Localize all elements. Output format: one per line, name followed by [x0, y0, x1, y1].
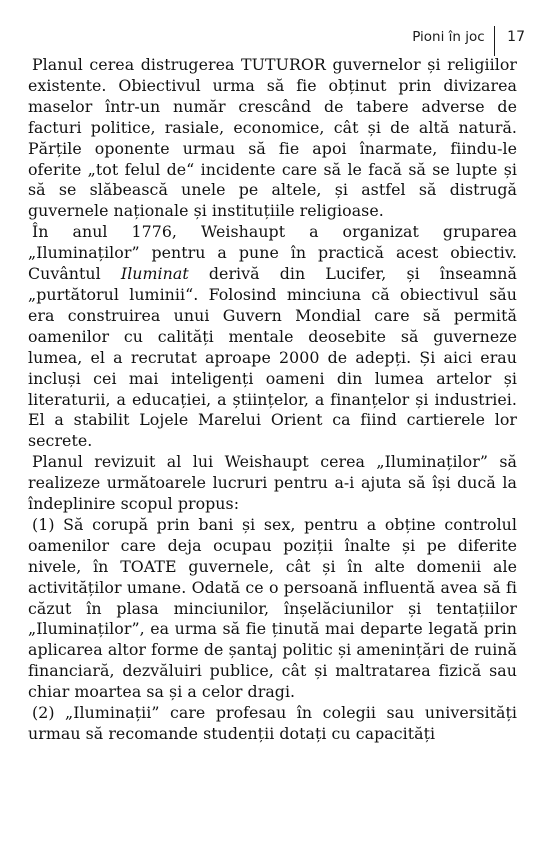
paragraph-2: [28, 222, 517, 452]
italic-term: Iluminat: [120, 264, 189, 284]
paragraph-2-rest: derivă din Lucifer, și înseamnă „purtătorul luminii“. Folosind minciuna că obiectivul său era construirea unui Guvern Mondial care să permită oamenilor cu calități mentale deosebite să guverneze lumea, el a recrutat aproape 2000 de adepți. Și aici erau incluși cei mai inteligenți oameni din lumea artelor și literaturii, a educației, a științelor, a finanțelor și industriei. El a stabilit Lojele Marelui Orient ca fiind cartierele lor secrete.: [28, 264, 517, 451]
running-title: Pioni în joc: [412, 29, 485, 45]
page-number: 17: [507, 29, 525, 45]
paragraph-4: (1) Să corupă prin bani și sex, pentru a obține controlul oamenilor care deja ocupau poziții înalte și pe diferite nivele, în TOATE guvernele, cât și în alte domenii ale activităților umane. Odată ce o persoană influentă avea să fi căzut în plasa minciunilor, înșelăciunilor și tentațiilor „Iluminaților”, ea urma să fie ținută mai departe legată prin aplicarea altor forme de șantaj politic și amenințări de ruină financiară, dezvăluiri publice, cât și maltratarea fizică sau chiar moartea sa și a celor dragi.: [28, 514, 517, 702]
paragraph-3: Planul revizuit al lui Weishaupt cerea „Iluminaților” să realizeze următoarele lucruri pentru a-i ajuta să își ducă la îndeplinire scopul propus:: [28, 452, 517, 514]
paragraph-2-lead: În anul 1776, Weishaupt a organizat gruparea „Iluminaților” pentru a pune în practică acest obiectiv. Cuvântul: [28, 222, 517, 284]
running-header: [412, 18, 525, 56]
paragraph-1: Planul cerea distrugerea TUTUROR guvernelor și religiilor existente. Obiectivul urma să fie obținut prin divizarea maselor într-un număr crescând de tabere adverse de facturi politice, rasiale, economice, cât și de altă natură. Părțile oponente urmau să fie apoi înarmate, fiindu-le oferite „tot felul de“ incidente care să le facă să se lupte și să se slăbească unele pe altele, și astfel să distrugă guvernele naționale și instituțiile religioase.: [28, 55, 517, 221]
body-text: [28, 55, 517, 745]
paragraph-5: (2) „Iluminații” care profesau în colegii sau universități urmau să recomande studenții dotați cu capacități: [28, 703, 517, 743]
